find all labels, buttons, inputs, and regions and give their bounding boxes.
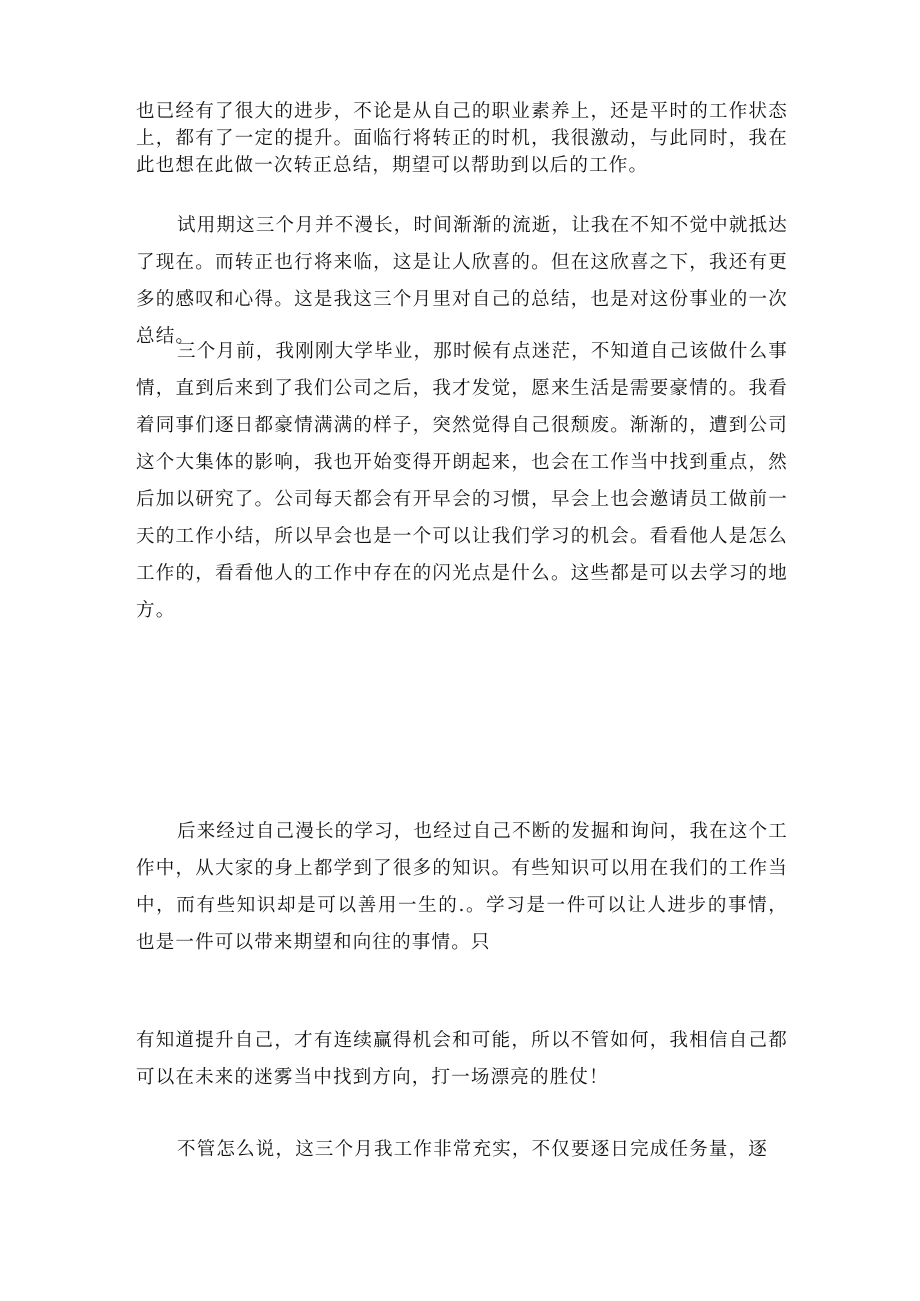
paragraph-4: 后来经过自己漫长的学习，也经过自己不断的发掘和询问，我在这个工作中，从大家的身上都学到了很多的知识。有些知识可以用在我们的工作当中，而有些知识却是可以善用一生的.。学习是一件可以让人进步的事情，也是一件可以带来期望和向往的事情。只 (136, 821, 788, 953)
paragraph-3: 三个月前，我刚刚大学毕业，那时候有点迷茫，不知道自己该做什么事情，直到后来到了我们公司之后，我才发觉，愿来生活是需要豪情的。我看着同事们逐日都豪情满满的样子，突然觉得自己很颓废。渐渐的，遭到公司这个大集体的影响，我也开始变得开朗起来，也会在工作当中找到重点，然后加以研究了。公司每天都会有开早会的习惯，早会上也会邀请员工做前一天的工作小结，所以早会也是一个可以让我们学习的机会。看看他人是怎么工作的，看看他人的工作中存在的闪光点是什么。这些都是可以去学习的地方。 (136, 341, 788, 621)
paragraph-5: 有知道提升自己，才有连续赢得机会和可能，所以不管如何，我相信自己都可以在未来的迷雾当中找到方向，打一场漂亮的胜仗！ (136, 1030, 788, 1088)
paragraph-6: 不管怎么说，这三个月我工作非常充实，不仅要逐日完成任务量，逐 (177, 1139, 769, 1160)
paragraph-2: 试用期这三个月并不漫长，时间渐渐的流逝，让我在不知不觉中就抵达了现在。而转正也行将来临，这是让人欣喜的。但在这欣喜之下，我还有更多的感叹和心得。这是我这三个月里对自己的总结，也是对这份事业的一次总结。 (136, 215, 788, 347)
paragraph-1: 也已经有了很大的进步，不论是从自己的职业素养上，还是平时的工作状态上，都有了一定的提升。面临行将转正的时机，我很激动，与此同时，我在此也想在此做一次转正总结，期望可以帮助到以后的工作。 (136, 101, 788, 176)
